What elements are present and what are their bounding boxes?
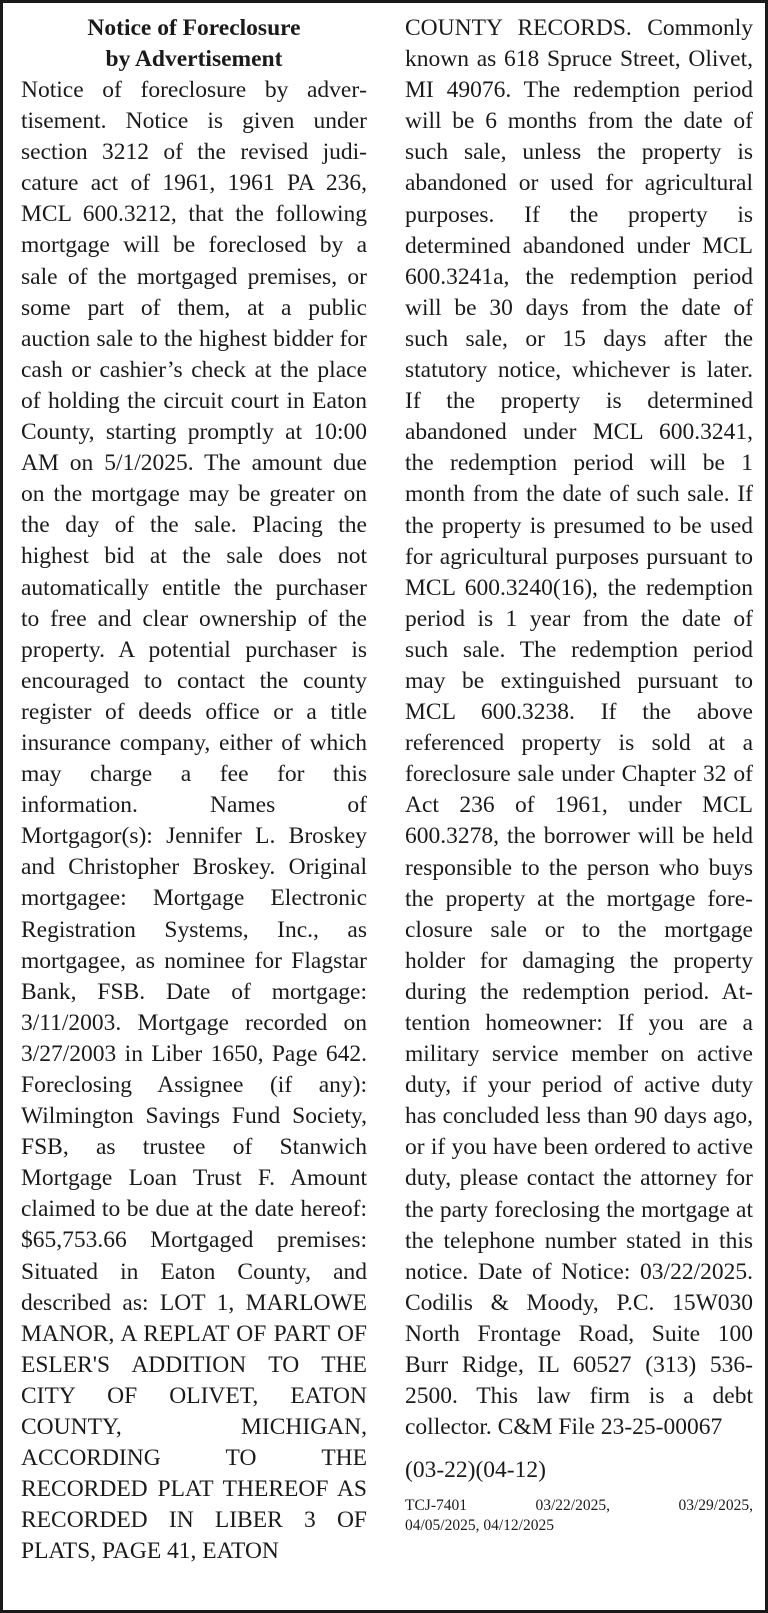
- run-dates: (03-22)(04-12): [405, 1457, 546, 1484]
- notice-body-left: Notice of foreclosure by advertisement. Notice is given under section 3212 of the revised judicature act of 1961, 1961 PA 236, MCL 600.3212, that the following mortgage will be foreclosed by a sale of the mortgaged premises, or some part of them, at a public auction sale to the highest bidder for cash or cashier’s check at the place of holding the circuit court in Eaton County, starting promptly at 10:00 AM on 5/1/2025. The amount due on the mortgage may be greater on the day of the sale. Placing the highest bid at the sale does not automatically entitle the purchaser to free and clear ownership of the property. A potential purchaser is encouraged to contact the county register of deeds office or a title insurance company, either of which may charge a fee for this information. Names of Mortgagor(s): Jennifer L. Broskey and Christopher Broskey. Original mortgagee: Mortgage Electronic Registration Systems, Inc., as mortgagee, as nominee for Flagstar Bank, FSB. Date of mortgage: 3/11/2003. Mortgage recorded on 3/27/2003 in Liber 1650, Page 642. Foreclosing Assignee (if any): Wilmington Savings Fund Society, FSB, as trustee of Stanwich Mortgage Loan Trust F. Amount claimed to be due at the date hereof: $65,753.66 Mortgaged premises: Situated in Eaton County, and described as: LOT 1, MARLOWE MANOR, A REPLAT OF PART OF ESLER'S ADDITION TO THE CITY OF OLIVET, EATON COUNTY, MICHIGAN, ACCORDING TO THE RECORDED PLAT THEREOF AS RECORDED IN LIBER 3 OF PLATS, PAGE 41, EATON: [21, 77, 367, 1565]
- tag-id: TCJ-7401: [405, 1497, 467, 1515]
- notice-title: [21, 13, 367, 75]
- left-column: [21, 13, 367, 1568]
- title-line-2: by Advertisement: [105, 46, 283, 72]
- publication-tag: [405, 1496, 753, 1536]
- tag-row-2: 04/05/2025, 04/12/2025: [405, 1517, 554, 1535]
- tag-date-1: 03/22/2025,: [535, 1497, 610, 1515]
- notice-body-right: COUNTY RECORDS. Commonly known as 618 Spruce Street, Olivet, MI 49076. The redemption period will be 6 months from the date of such sale, unless the property is abandoned or used for agricultural purposes. If the property is determined abandoned under MCL 600.3241a, the redemption period will be 30 days from the date of such sale, or 15 days after the statutory notice, whichever is later. If the property is determined abandoned under MCL 600.3241, the redemption period will be 1 month from the date of such sale. If the property is presumed to be used for agricultural purposes pursuant to MCL 600.3240(16), the redemption period is 1 year from the date of such sale. The redemption period may be extinguished pursuant to MCL 600.3238. If the above referenced property is sold at a foreclosure sale under Chapter 32 of Act 236 of 1961, under MCL 600.3278, the borrower will be held responsible to the person who buys the property at the mortgage foreclosure sale or to the mortgage holder for damaging the property during the redemption period. Attention homeowner: If you are a military service member on active duty, if your period of active duty has concluded less than 90 days ago, or if you have been ordered to active duty, please contact the attorney for the party foreclosing the mortgage at the telephone number stated in this notice. Date of Notice: 03/22/2025. Codilis & Moody, P.C. 15W030 North Frontage Road, Suite 100 Burr Ridge, IL 60527 (313) 536-2500. This law firm is a debt collector. C&M File 23-25-00067: [405, 15, 753, 1441]
- tag-date-2: 03/29/2025,: [678, 1497, 753, 1515]
- tag-row-1: [405, 1496, 753, 1516]
- right-column: [405, 13, 753, 1536]
- title-line-1: Notice of Foreclosure: [87, 15, 301, 41]
